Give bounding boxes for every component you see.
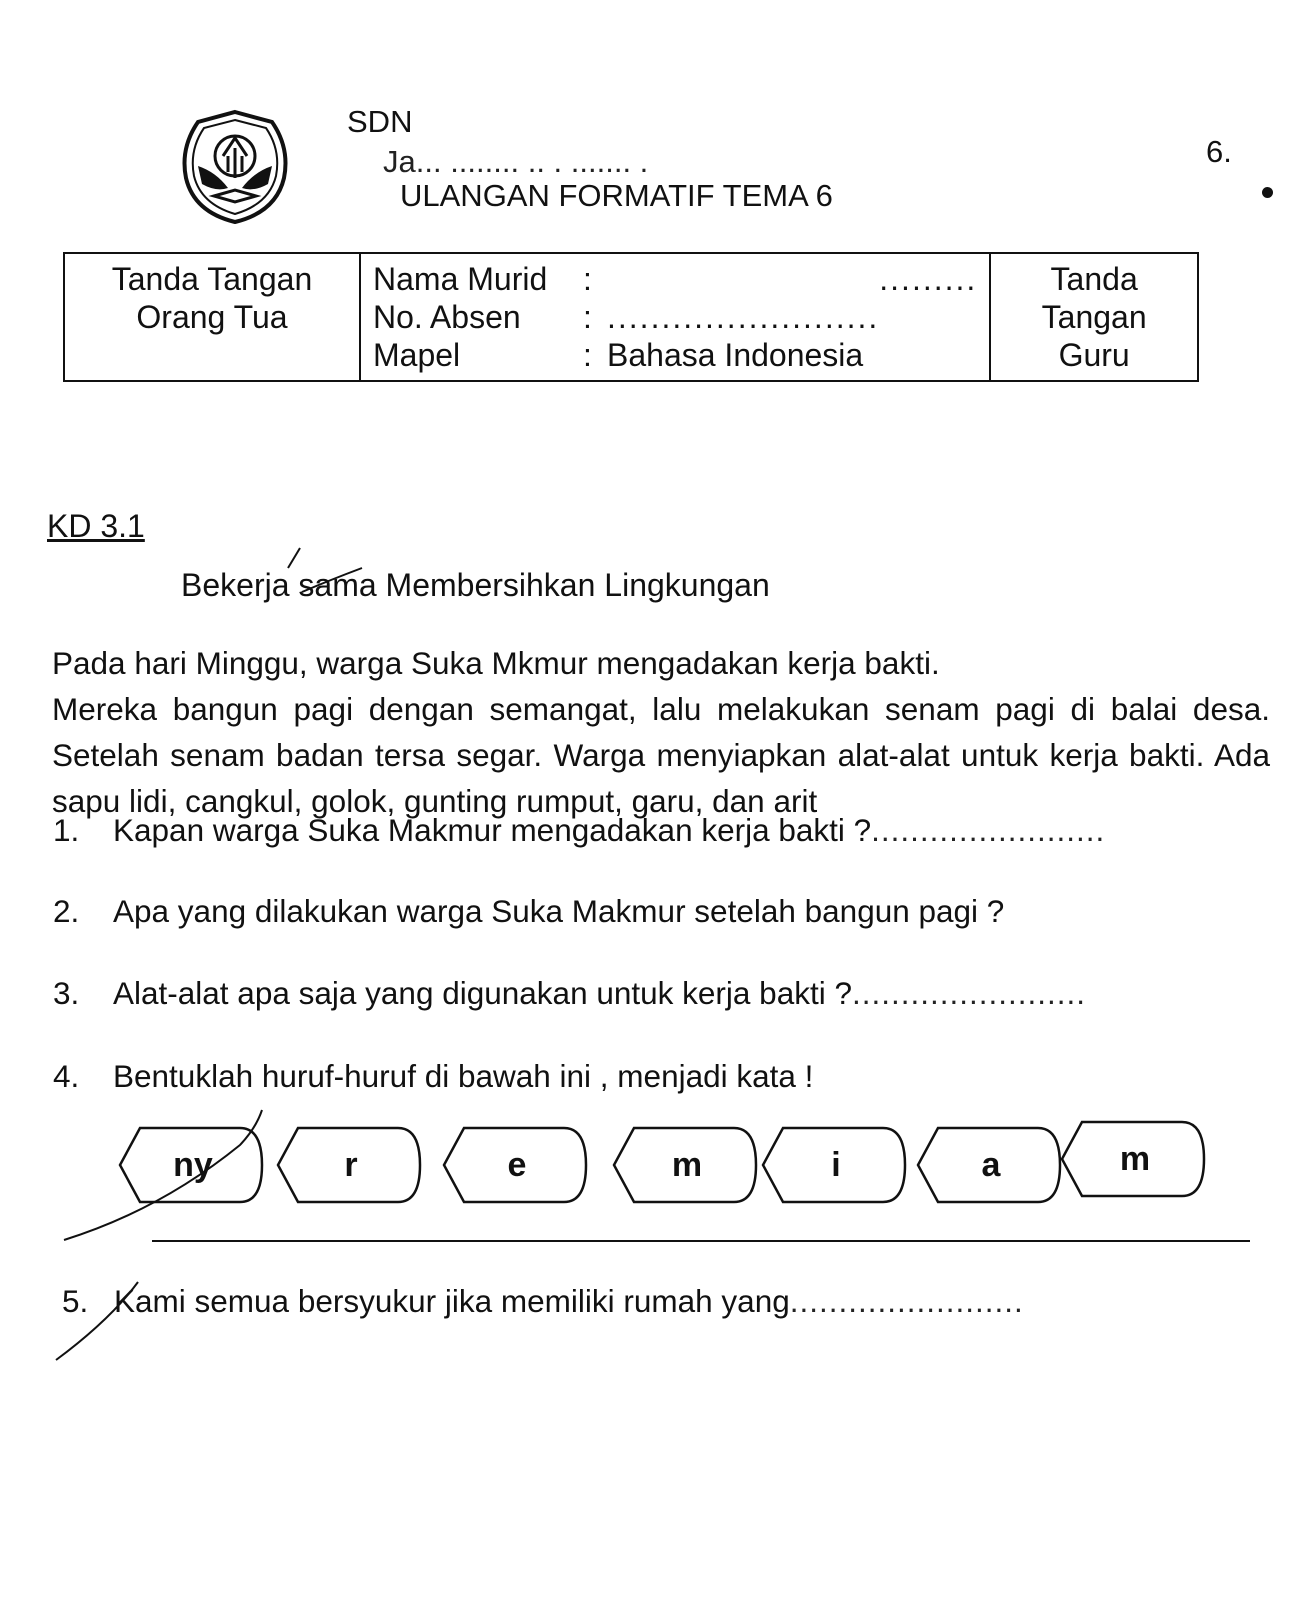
question-number: 1. (53, 812, 80, 848)
school-logo-icon (176, 108, 294, 226)
field-separator: : (583, 337, 592, 373)
bullet-dot (1262, 187, 1273, 198)
field-row-name (373, 260, 977, 298)
letter-tile[interactable] (276, 1125, 426, 1205)
tile-letter: e (507, 1145, 527, 1184)
field-separator: : (583, 261, 592, 297)
student-name-field[interactable]: ......... (607, 261, 978, 297)
story-line: Pada hari Minggu, warga Suka Mkmur mengadakan kerja bakti. (52, 645, 940, 681)
letter-tiles (118, 1125, 1238, 1215)
student-fields-cell (360, 253, 990, 381)
tile-letter: a (981, 1145, 1001, 1184)
tile-letter: i (831, 1145, 841, 1184)
story-line: Mereka bangun pagi dengan semangat, lalu melakukan senam pagi di balai desa. Setelah senam badan tersa segar. Warga menyiapkan alat-alat untuk kerja bakti. Ada sapu lidi, cangkul, golok, gunting rumput, garu, dan arit (52, 691, 1270, 819)
question-number: 2. (53, 893, 80, 929)
story-paragraph (52, 640, 1270, 824)
question-1 (53, 812, 1105, 849)
page-title: ULANGAN FORMATIF TEMA 6 (400, 178, 833, 213)
question-text: Apa yang dilakukan warga Suka Makmur setelah bangun pagi ? (113, 893, 1005, 929)
field-separator: : (583, 299, 592, 335)
subject-value: Bahasa Indonesia (607, 337, 864, 373)
answer-field[interactable]: ........................ (789, 1283, 1024, 1319)
answer-field[interactable]: ........................ (852, 975, 1087, 1011)
question-text: Bentuklah huruf-huruf di bawah ini , menjadi kata ! (113, 1058, 814, 1094)
field-row-absen (373, 298, 977, 336)
story-title: Bekerja sama Membersihkan Lingkungan (181, 567, 770, 603)
tile-letter: m (671, 1145, 703, 1184)
question-number: 4. (53, 1058, 80, 1094)
divider-line (152, 1240, 1250, 1242)
parent-signature-label: Tanda Tangan Orang Tua (111, 261, 313, 335)
student-info-table (63, 252, 1199, 382)
field-row-mapel (373, 336, 977, 374)
question-2 (53, 893, 1004, 930)
letter-tile[interactable] (1060, 1119, 1210, 1199)
field-label: No. Absen (373, 299, 521, 335)
letter-tile[interactable] (761, 1125, 911, 1205)
question-text: Alat-alat apa saja yang digunakan untuk kerja bakti ? (113, 975, 852, 1011)
student-number-field[interactable]: ......................... (607, 299, 880, 335)
question-text: Kapan warga Suka Makmur mengadakan kerja bakti ? (113, 812, 872, 848)
letter-tile[interactable] (916, 1125, 1066, 1205)
field-label: Nama Murid (373, 261, 548, 297)
kd-heading: KD 3.1 (47, 508, 145, 544)
page-number: 6. (1206, 134, 1232, 169)
answer-field[interactable]: ........................ (871, 812, 1106, 848)
question-5 (62, 1283, 1024, 1320)
teacher-signature-label: Tanda Tangan Guru (1041, 261, 1147, 373)
school-name: SDN (347, 104, 413, 139)
question-text: Kami semua bersyukur jika memiliki rumah yang (114, 1283, 790, 1319)
question-number: 5. (62, 1283, 89, 1319)
school-address: Ja... ........ .. . ....... . (383, 144, 649, 179)
tile-letter: ny (173, 1145, 213, 1184)
parent-signature-cell (64, 253, 360, 381)
letter-tile[interactable] (118, 1125, 268, 1205)
letter-tile[interactable] (442, 1125, 592, 1205)
field-label: Mapel (373, 337, 461, 373)
question-number: 3. (53, 975, 80, 1011)
teacher-signature-cell (990, 253, 1198, 381)
question-3 (53, 975, 1086, 1012)
letter-tile[interactable] (612, 1125, 762, 1205)
tile-letter: r (344, 1145, 358, 1184)
tile-letter: m (1119, 1139, 1151, 1178)
question-4 (53, 1058, 813, 1095)
